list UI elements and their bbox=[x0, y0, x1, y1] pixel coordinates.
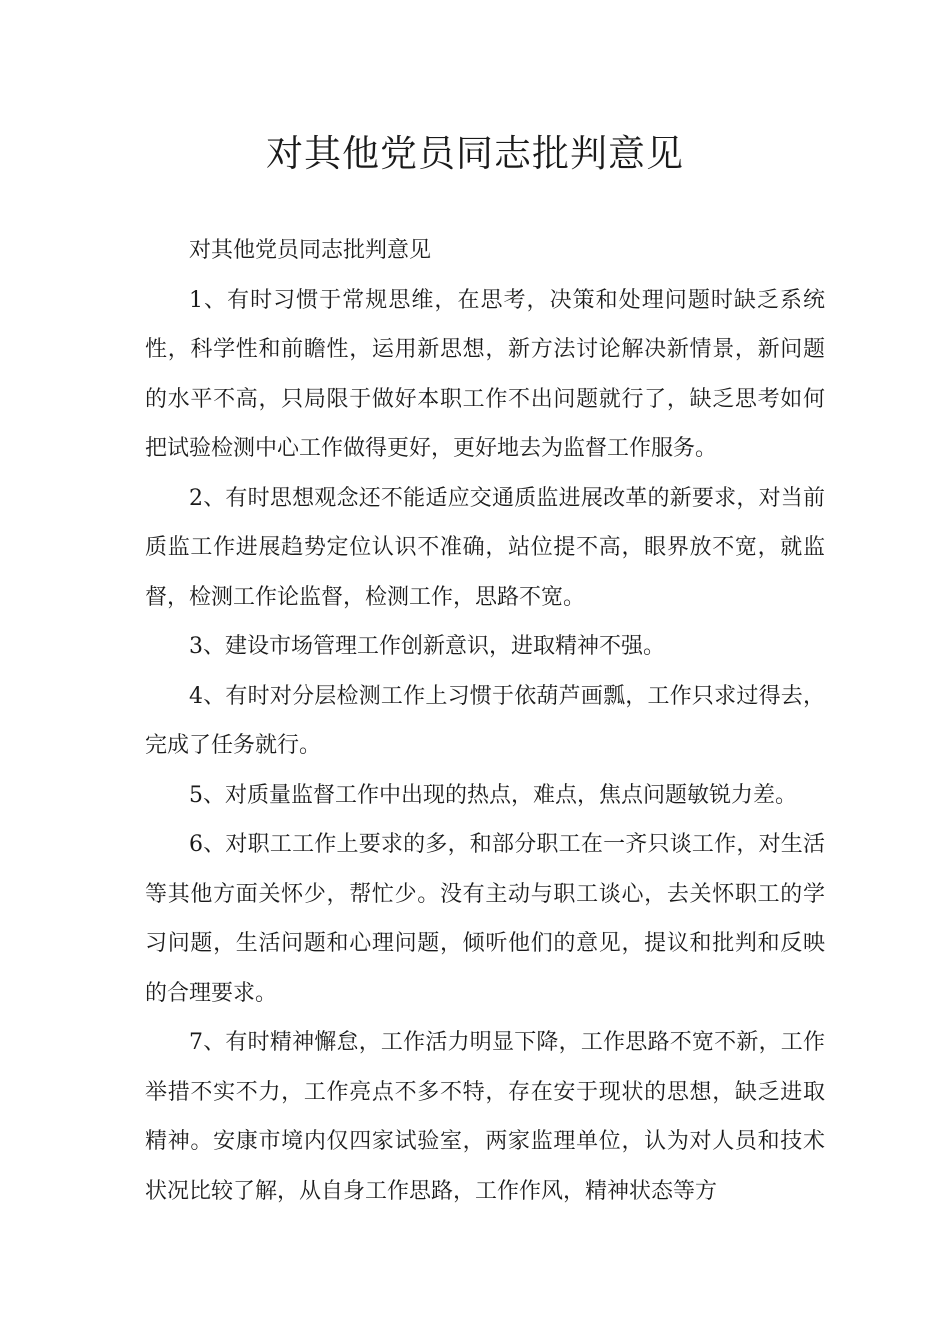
paragraph-item-4: 4、有时对分层检测工作上习惯于依葫芦画瓢，工作只求过得去，完成了任务就行。 bbox=[145, 683, 825, 758]
paragraph-item-7: 7、有时精神懈怠，工作活力明显下降，工作思路不宽不新，工作举措不实不力，工作亮点不多不特，存在安于现状的思想，缺乏进取精神。安康市境内仅四家试验室，两家监理单位，认为对人员和技术状况比较了解，从自身工作思路，工作作风，精神状态等方 bbox=[145, 1030, 825, 1204]
document-title: 对其他党员同志批判意见 bbox=[266, 132, 684, 175]
paragraph-heading: 对其他党员同志批判意见 bbox=[189, 238, 432, 263]
paragraph-item-2: 2、有时思想观念还不能适应交通质监进展改革的新要求，对当前质监工作进展趋势定位认识不准确，站位提不高，眼界放不宽，就监督，检测工作论监督，检测工作，思路不宽。 bbox=[145, 485, 825, 610]
paragraph-item-1: 1、有时习惯于常规思维，在思考，决策和处理问题时缺乏系统性，科学性和前瞻性，运用新思想，新方法讨论解决新情景，新问题的水平不高，只局限于做好本职工作不出问题就行了，缺乏思考如何把试验检测中心工作做得更好，更好地去为监督工作服务。 bbox=[145, 287, 825, 461]
document-body bbox=[145, 226, 825, 1216]
paragraph-item-6: 6、对职工工作上要求的多，和部分职工在一齐只谈工作，对生活等其他方面关怀少，帮忙少。没有主动与职工谈心，去关怀职工的学习问题，生活问题和心理问题，倾听他们的意见，提议和批判和反映的合理要求。 bbox=[145, 832, 825, 1006]
paragraph-item-3: 3、建设市场管理工作创新意识，进取精神不强。 bbox=[189, 634, 665, 659]
paragraph-item-5: 5、对质量监督工作中出现的热点，难点，焦点问题敏锐力差。 bbox=[189, 782, 797, 808]
